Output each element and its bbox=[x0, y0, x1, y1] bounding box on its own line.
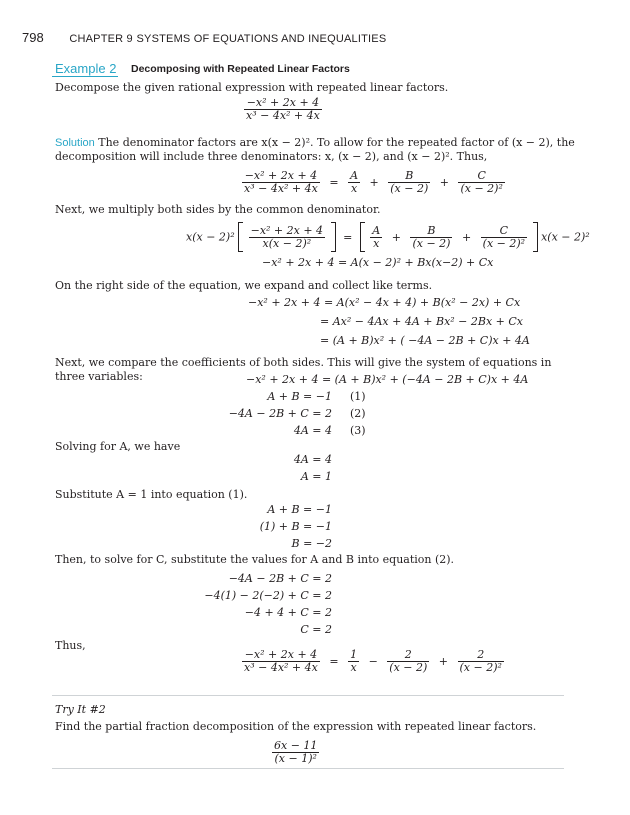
solve-c-line-3: −4 + 4 + C = 2 bbox=[244, 606, 332, 619]
try-it-top-rule bbox=[52, 695, 564, 696]
solve-c-paragraph: Then, to solve for C, substitute the values for A and B into equation (2). bbox=[55, 553, 455, 566]
multiply-right-factor: x(x − 2)² bbox=[541, 230, 590, 244]
try-it-fraction bbox=[270, 740, 321, 765]
example-prompt: Decompose the given rational expression with repeated linear factors. bbox=[55, 81, 449, 94]
try-it-numerator: 6x − 11 bbox=[274, 739, 318, 752]
solve-a-line-1: 4A = 4 bbox=[293, 453, 332, 466]
try-it-bottom-rule bbox=[52, 768, 564, 769]
multiply-paragraph: Next, we multiply both sides by the common denominator. bbox=[55, 203, 381, 216]
solution-label: Solution bbox=[55, 137, 95, 149]
final-term3-num: 2 bbox=[477, 648, 485, 661]
given-fraction bbox=[242, 97, 324, 122]
chapter-title: SYSTEMS OF EQUATIONS AND INEQUALITIES bbox=[136, 33, 387, 45]
substitute-line-3: B = −2 bbox=[291, 537, 332, 550]
solve-c-line-2: −4(1) − 2(−2) + C = 2 bbox=[204, 589, 332, 602]
m-frac-a-num: A bbox=[372, 223, 381, 237]
system-eq-1: A + B = −1 bbox=[267, 390, 332, 403]
solve-c-line-4: C = 2 bbox=[300, 623, 332, 636]
example-title: Decomposing with Repeated Linear Factors bbox=[131, 63, 350, 75]
final-term1-num: 1 bbox=[350, 648, 358, 661]
substitute-line-2: (1) + B = −1 bbox=[259, 520, 332, 533]
example-underline bbox=[52, 76, 118, 77]
try-it-prompt: Find the partial fraction decomposition of the expression with repeated linear factors. bbox=[55, 720, 537, 733]
try-it-denominator: (x − 1)² bbox=[272, 752, 319, 765]
frac-a-den: x bbox=[348, 182, 360, 195]
multiply-left-factor: x(x − 2)² bbox=[186, 230, 235, 244]
left-bracket-open bbox=[238, 222, 243, 252]
frac-b-den: (x − 2) bbox=[390, 182, 429, 195]
substitute-line-1: A + B = −1 bbox=[267, 503, 332, 516]
m-frac-c-num: C bbox=[499, 223, 509, 237]
frac-b-num: B bbox=[405, 169, 414, 182]
m-frac-b-den: (x − 2) bbox=[412, 236, 451, 250]
decomposition-setup: $\frac{\text{−x² + 2x + 4}}{\text{x³ − 4x² + 4x}}$ = $\frac{A}{x}$ + $\frac{B}{(x - 2)}$ + $\frac{C}{\text{(x − 2)²}}$ bbox=[244, 169, 503, 195]
lhs-denominator: x³ − 4x² + 4x bbox=[244, 182, 318, 195]
chapter-label: CHAPTER 9 bbox=[69, 33, 133, 45]
frac-a-num: A bbox=[350, 169, 359, 182]
thus-paragraph: Thus, bbox=[55, 639, 86, 652]
multiply-result: −x² + 2x + 4 = A(x − 2)² + Bx(x−2) + Cx bbox=[262, 256, 494, 269]
m-frac-b-num: B bbox=[427, 223, 436, 237]
final-term1-den: x bbox=[348, 661, 359, 674]
final-term2-den: (x − 2) bbox=[389, 661, 428, 674]
multiply-denominator: x(x − 2)² bbox=[249, 237, 325, 250]
final-term3-den: (x − 2)² bbox=[459, 661, 502, 674]
expand-line-1: −x² + 2x + 4 = A(x² − 4x + 4) + B(x² − 2x) + Cx bbox=[248, 296, 521, 309]
final-term2-num: 2 bbox=[404, 648, 412, 661]
frac-c-num: C bbox=[477, 169, 486, 182]
system-label-3: (3) bbox=[350, 424, 366, 437]
substitute-paragraph: Substitute A = 1 into equation (1). bbox=[55, 488, 248, 501]
given-numerator: −x² + 2x + 4 bbox=[246, 96, 320, 109]
final-decomposition: $\frac{\text{−x² + 2x + 4}}{\text{x³ − 4x² + 4x}}$ = $\frac{1}{x}$ − $\frac{2}{(x - 2)}$ + $\frac{2}{\text{(x − 2)²}}$ bbox=[244, 648, 502, 674]
system-eq-2: −4A − 2B + C = 2 bbox=[228, 407, 332, 420]
system-label-1: (1) bbox=[350, 390, 366, 403]
expand-paragraph: On the right side of the equation, we expand and collect like terms. bbox=[55, 279, 433, 292]
solve-a-line-2: A = 1 bbox=[300, 470, 332, 483]
system-eq-3: 4A = 4 bbox=[293, 424, 332, 437]
right-bracket-close bbox=[533, 222, 538, 252]
final-lhs-num: −x² + 2x + 4 bbox=[244, 648, 318, 661]
m-frac-c-den: (x − 2)² bbox=[482, 236, 526, 250]
solve-c-line-1: −4A − 2B + C = 2 bbox=[228, 572, 332, 585]
multiply-numerator: −x² + 2x + 4 bbox=[250, 223, 324, 237]
solution-text: The denominator factors are x(x − 2)². To allow for the repeated factor of (x − 2), the decomposition will include three denominators: x, (x − 2), and (x − 2)². Thus, bbox=[55, 136, 575, 163]
system-line-0: −x² + 2x + 4 = (A + B)x² + (−4A − 2B + C)x + 4A bbox=[246, 373, 529, 386]
left-bracket-close bbox=[331, 222, 336, 252]
lhs-numerator: −x² + 2x + 4 bbox=[244, 169, 318, 182]
expand-line-3: = (A + B)x² + ( −4A − 2B + C)x + 4A bbox=[320, 334, 530, 347]
expand-line-2: = Ax² − 4Ax + 4A + Bx² − 2Bx + Cx bbox=[320, 315, 524, 328]
m-frac-a-den: x bbox=[370, 237, 382, 250]
multiply-step: x(x − 2)² $\frac{\text{−x² + 2x + 4}}{\text{x(x − 2)²}}$ = $\frac{A}{x}$ + $\frac{B}{(x - 2)}$ + $\frac{C}{\text{(x − 2)²}}$ x(x − 2)² bbox=[186, 222, 590, 252]
solution-paragraph bbox=[55, 136, 575, 164]
solve-a-paragraph: Solving for A, we have bbox=[55, 440, 181, 453]
page-header bbox=[22, 30, 386, 45]
compare-paragraph: Next, we compare the coefficients of both sides. This will give the system of equations in three variables: bbox=[55, 356, 552, 383]
example-label: Example 2 bbox=[55, 61, 117, 76]
given-denominator: x³ − 4x² + 4x bbox=[246, 109, 320, 122]
system-label-2: (2) bbox=[350, 407, 366, 420]
frac-c-den: (x − 2)² bbox=[460, 182, 503, 195]
page-number: 798 bbox=[22, 30, 44, 45]
right-bracket-open bbox=[360, 222, 365, 252]
try-it-title: Try It #2 bbox=[55, 703, 106, 716]
final-lhs-den: x³ − 4x² + 4x bbox=[244, 661, 318, 674]
